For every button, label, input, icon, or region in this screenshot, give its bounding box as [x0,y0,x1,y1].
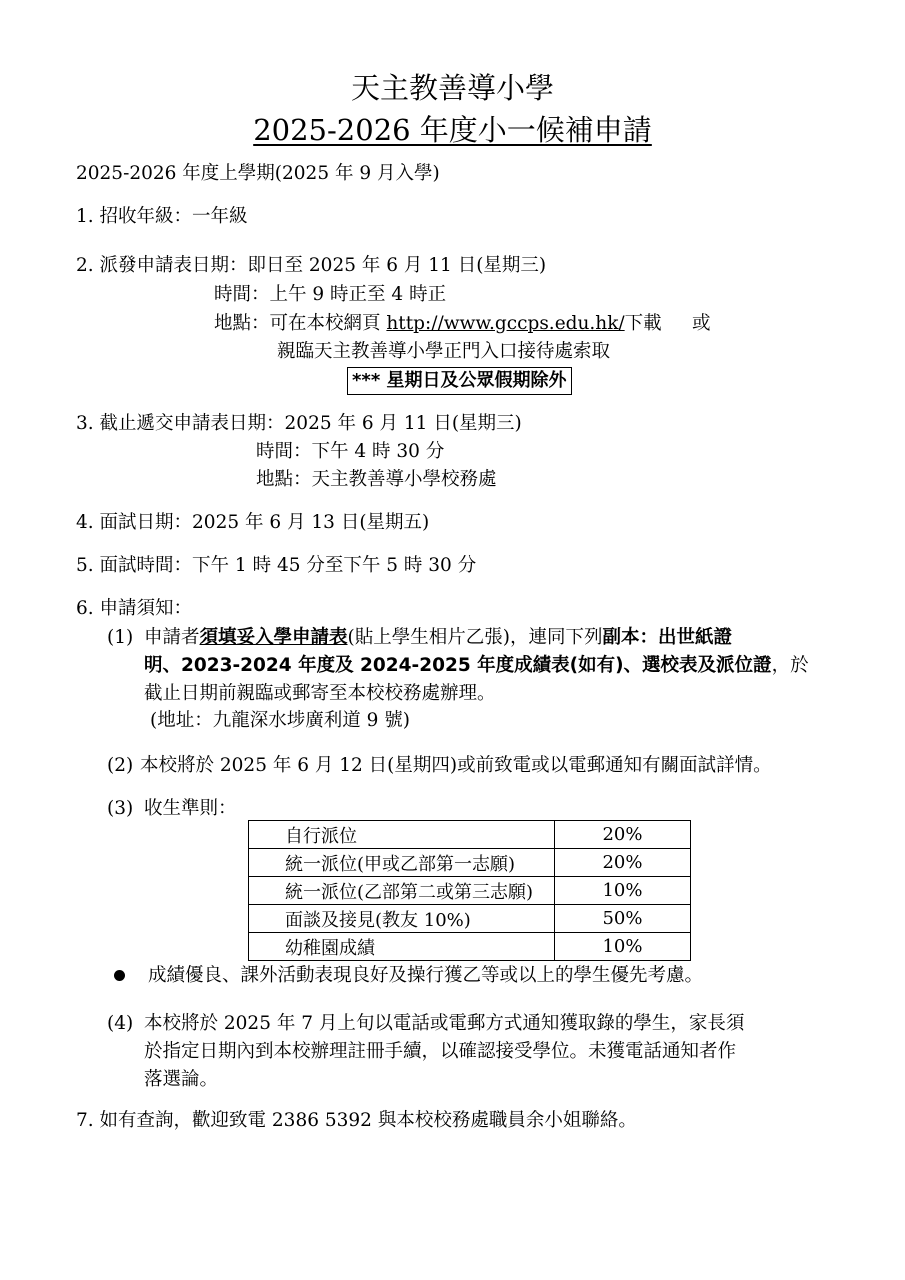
criteria-label: 自行派位 [249,821,555,849]
table-row [249,933,691,961]
item-3-place: 地點：天主教善導小學校務處 [256,469,497,490]
school-website-link[interactable]: http://www.gccps.edu.hk/ [386,313,625,334]
criteria-label: 面談及接見(教友 10%) [249,905,555,933]
item-7: 7. 如有查詢，歡迎致電 2386 5392 與本校校務處職員余小姐聯絡。 [76,1110,637,1131]
item-6-p1-line1 [144,624,732,652]
bullet-dot-icon [114,970,125,981]
item-5: 5. 面試時間：下午 1 時 45 分至下午 5 時 30 分 [76,555,477,576]
item-3-heading: 3. 截止遞交申請表日期：2025 年 6 月 11 日(星期三) [76,413,522,434]
page-subtitle: 2025-2026 年度小一候補申請 [253,113,652,147]
item-2-or: 或 [692,313,711,334]
admission-criteria-table [248,820,691,961]
item-1: 1. 招收年級：一年級 [76,206,248,227]
table-row [249,877,691,905]
criteria-label: 統一派位(乙部第二或第三志願) [249,877,555,905]
item-3-time: 時間：下午 4 時 30 分 [256,441,445,462]
item-6-p3: 收生準則： [144,798,237,819]
table-row [249,849,691,877]
item-6-p1-num: (1) [107,627,134,648]
item-6-p1-address: (地址：九龍深水埗廣利道 9 號) [150,710,410,731]
item-6-p3-num: (3) [107,798,134,819]
item-6-p4-line3: 落選論。 [144,1069,219,1090]
item-2-heading: 2. 派發申請表日期：即日至 2025 年 6 月 11 日(星期三) [76,255,547,276]
page-title: 天主教善導小學 [350,71,554,105]
item-2-place-prefix: 地點：可在本校網頁 [214,313,387,334]
p1-text-b: 須填妥入學申請表 [199,627,348,648]
item-6-heading: 6. 申請須知： [76,598,193,619]
table-row [249,905,691,933]
item-6-p1-line3: 截止日期前親臨或郵寄至本校校務處辦理。 [144,683,496,704]
item-6-p4-line1: 本校將於 2025 年 7 月上旬以電話或電郵方式通知獲取錄的學生，家長須 [144,1013,745,1034]
item-6-p2-num: (2) [107,755,134,776]
criteria-percent: 50% [555,905,691,933]
p1-text-a: 申請者 [144,627,200,648]
table-row [249,821,691,849]
item-6-p2: 本校將於 2025 年 6 月 12 日(星期四)或前致電或以電郵通知有關面試詳情。 [140,755,772,776]
p1-line2-end: ，於 [771,655,809,676]
item-4: 4. 面試日期：2025 年 6 月 13 日(星期五) [76,512,430,533]
criteria-percent: 20% [555,821,691,849]
criteria-label: 幼稚園成績 [249,933,555,961]
priority-bullet-text: 成績優良、課外活動表現良好及操行獲乙等或以上的學生優先考慮。 [148,965,704,986]
item-6-p4-line2: 於指定日期內到本校辦理註冊手續，以確認接受學位。未獲電話通知者作 [144,1041,737,1062]
p1-text-c: (貼上學生相片乙張)，連同下列 [347,627,603,648]
item-2-place-line2: 親臨天主教善導小學正門入口接待處索取 [277,341,611,362]
p1-line2-bold: 明、2023-2024 年度及 2024-2025 年度成績表(如有)、選校表及派位證 [144,655,772,676]
criteria-percent: 10% [555,933,691,961]
term-line: 2025-2026 年度上學期(2025 年 9 月入學) [76,163,440,184]
holiday-note-box: *** 星期日及公眾假期除外 [347,367,572,395]
item-2-place [214,310,662,338]
item-6-p4-num: (4) [107,1013,134,1034]
criteria-label: 統一派位(甲或乙部第一志願) [249,849,555,877]
item-2-time: 時間：上午 9 時正至 4 時正 [214,284,447,305]
item-2-place-suffix: 下載 [624,313,662,334]
item-6-p1-line2 [144,652,809,680]
criteria-percent: 20% [555,849,691,877]
criteria-percent: 10% [555,877,691,905]
p1-text-d: 副本：出世紙證 [602,627,732,648]
